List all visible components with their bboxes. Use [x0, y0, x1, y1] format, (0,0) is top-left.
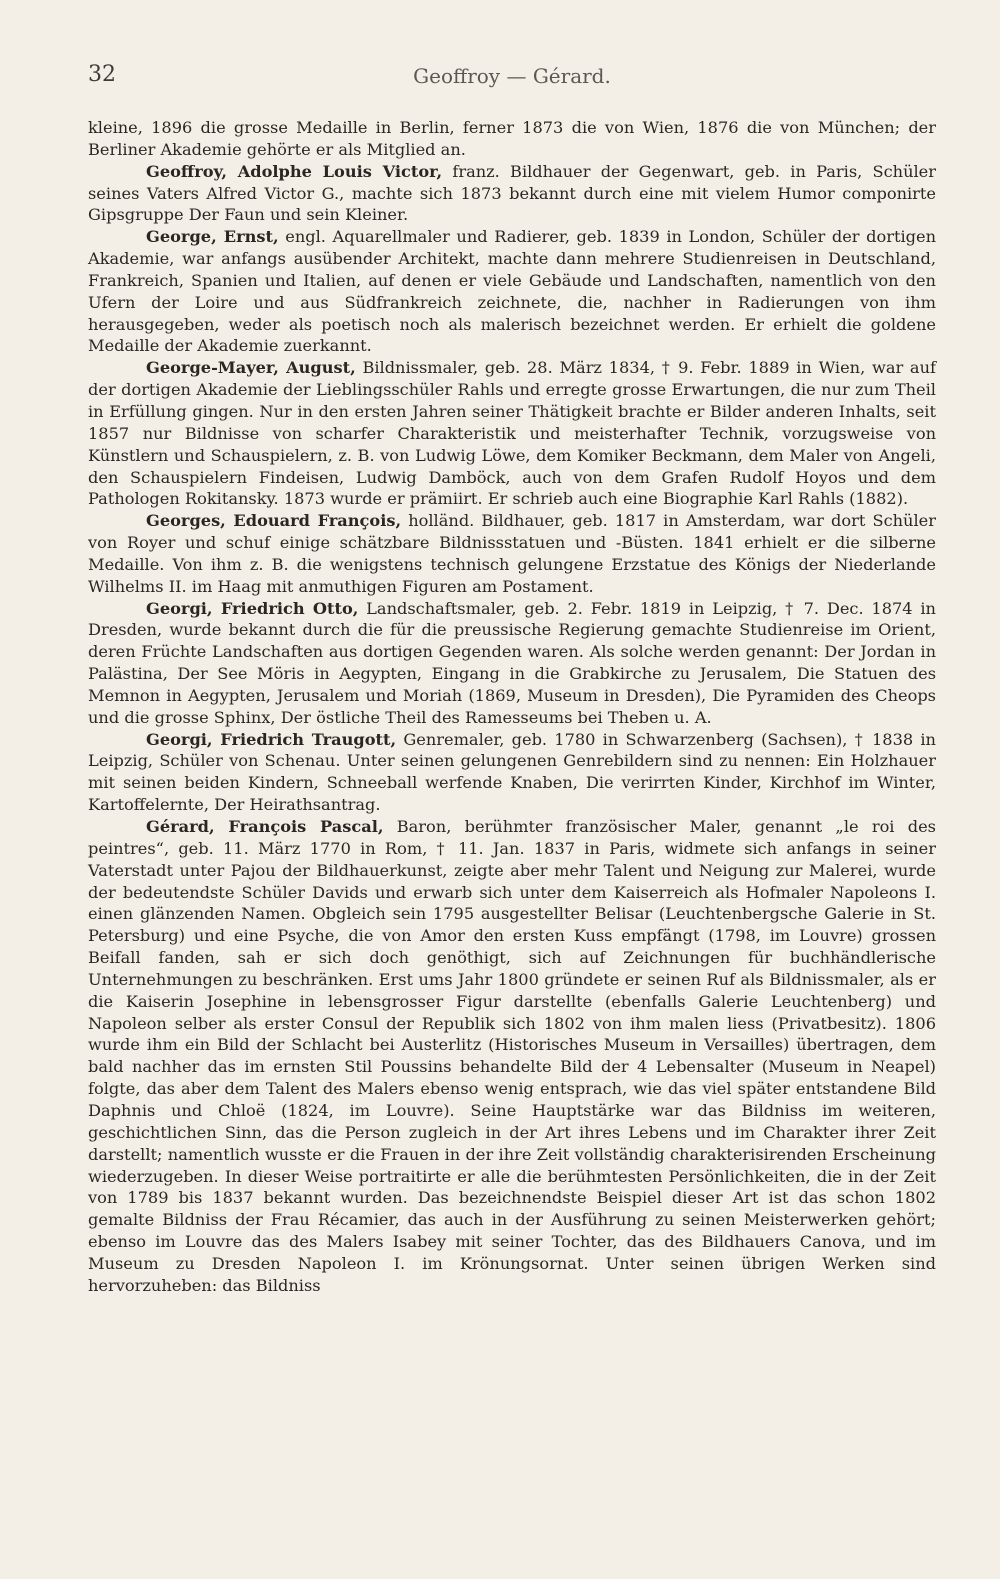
entry-georges — [88, 510, 936, 597]
entry-headword: Gérard, François Pascal, — [146, 817, 384, 836]
entry-text: Bildnissmaler, geb. 28. März 1834, † 9. Febr. 1889 in Wien, war auf der dortigen Akademie der Lieblingsschüler Rahls und erregte grosse Erwartungen, die nur zum Theil in Erfüllung gingen. Nur in den ersten Jahren seiner Thätigkeit brachte er Bilder anderen Inhalts, seit 1857 nur Bildnisse von scharfer Charakteristik und meisterhafter Technik, vorzugsweise von Künstlern und Schauspielern, z. B. von Ludwig Löwe, dem Komiker Beckmann, dem Maler von Angeli, den Schauspielern Findeisen, Ludwig Damböck, auch von dem Grafen Rudolf Hoyos und dem Pathologen Rokitansky. 1873 wurde er prämiirt. Er schrieb auch eine Biographie Karl Rahls (1882). — [88, 358, 936, 509]
page-number: 32 — [88, 62, 116, 87]
entry-headword: George, Ernst, — [146, 227, 279, 247]
entry-george-ernst — [88, 226, 936, 357]
entry-text: holländ. Bildhauer, geb. 1817 in Amsterdam, war dort Schüler von Royer und schuf einige schätzbare Bildnissstatuen und -Büsten. 1841 erhielt er die silberne Medaille. Von ihm z. B. die wenigstens technisch gelungene Erzstatue des Königs der Niederlande Wilhelms II. im Haag mit anmuthigen Figuren am Postament. — [88, 511, 936, 596]
entry-text: franz. Bildhauer der Gegenwart, geb. in Paris, Schüler seines Vaters Alfred Victor G., machte sich 1873 bekannt durch eine mit vielem Humor componirte Gipsgruppe Der Faun und sein Kleiner. — [88, 161, 936, 225]
entry-text: Genremaler, geb. 1780 in Schwarzenberg (Sachsen), † 1838 in Leipzig, Schüler von Schenau. Unter seinen gelungenen Genrebildern sind zu nennen: Ein Holzhauer mit seinen beiden Kindern, Schneeball werfende Knaben, Die verirrten Kinder, Kirchhof im Winter, Kartoffelernte, Der Heirathsantrag. — [88, 729, 936, 815]
continuation-paragraph: kleine, 1896 die grosse Medaille in Berlin, ferner 1873 die von Wien, 1876 die von München; der Berliner Akademie gehörte er als Mitglied an. — [88, 118, 936, 159]
running-head: Geoffroy — Gérard. — [413, 64, 611, 88]
entry-geoffroy — [88, 161, 936, 227]
text-body — [88, 117, 936, 1297]
entry-gerard — [88, 816, 936, 1297]
entry-georgi-traugott — [88, 729, 936, 816]
entry-text: engl. Aquarellmaler und Radierer, geb. 1839 in London, Schüler der dortigen Akademie, war anfangs ausübender Architekt, machte dann mehrere Studienreisen in Deutschland, Frankreich, Spanien und Italien, auf denen er viele Gebäude und Landschaften, namentlich von den Ufern der Loire und aus Südfrankreich zeichnete, die, nachher in Radierungen von ihm herausgegeben, weder als poetisch noch als malerisch bezeichnet werden. Er erhielt die goldene Medaille der Akademie zuerkannt. — [88, 227, 937, 356]
entry-text: Landschaftsmaler, geb. 2. Febr. 1819 in Leipzig, † 7. Dec. 1874 in Dresden, wurde bekannt durch die für die preussische Regierung gemachte Studienreise im Orient, deren Früchte Landschaften aus dortigen Gegenden waren. Als solche werden genannt: Der Jordan in Palästina, Der See Möris in Aegypten, Eingang in die Grabkirche zu Jerusalem, Die Statuen des Memnon in Aegypten, Jerusalem und Moriah (1869, Museum in Dresden), Die Pyramiden des Cheops und die grosse Sphinx, Der östliche Theil des Ramesseums bei Theben u. A. — [88, 598, 936, 727]
entry-headword: Georges, Edouard François, — [146, 511, 402, 531]
entry-headword: Georgi, Friedrich Otto, — [146, 598, 359, 618]
page-header — [88, 62, 936, 92]
entry-text: Baron, berühmter französischer Maler, genannt „le roi des peintres“, geb. 11. März 1770 in Rom, † 11. Jan. 1837 in Paris, widmete sich anfangs in seiner Vaterstadt unter Pajou der Bildhauerkunst, zeigte aber mehr Talent und Neigung zur Malerei, wurde der bedeutendste Schüler Davids und erwarb sich unter dem Kaiserreich als Hofmaler Napoleons I. einen glänzenden Namen. Obgleich sein 1795 ausgestellter Belisar (Leuchtenbergsche Galerie in St. Petersburg) und eine Psyche, die von Amor den ersten Kuss empfängt (1798, im Louvre) grossen Beifall fanden, sah er sich doch genöthigt, sich auf Zeichnungen für buchhändlerische Unternehmungen zu beschränken. Erst ums Jahr 1800 gründete er seinen Ruf als Bildnissmaler, als er die Kaiserin Josephine in lebensgrosser Figur darstellte (ebenfalls Galerie Leuchtenberg) und Napoleon selber als erster Consul der Republik sich 1802 von ihm malen liess (Privatbesitz). 1806 wurde ihm ein Bild der Schlacht bei Austerlitz (Historisches Museum in Versailles) übertragen, dem bald nachher das im ernsten Stil Poussins behandelte Bild der 4 Lebensalter (Museum in Neapel) folgte, das aber dem Talent des Malers ebenso wenig entsprach, wie das viel später entstandene Bild Daphnis und Chloë (1824, im Louvre). Seine Hauptstärke war das Bildniss im weiteren, geschichtlichen Sinn, das die Person zugleich in der Art ihres Lebens und im Charakter ihrer Zeit darstellt; namentlich wusste er die Frauen in der ihre Zeit vollständig charakterisirenden Erscheinung wiederzugeben. In dieser Weise portraitirte er alle die berühmtesten Persönlichkeiten, die in der Zeit von 1789 bis 1837 bekannt wurden. Das bezeichnendste Beispiel dieser Art ist das schon 1802 gemalte Bildniss der Frau Récamier, das auch in der Ausführung zu seinen Meisterwerken gehört; ebenso im Louvre das des Malers Isabey mit seiner Tochter, das des Bildhauers Canova, und im Museum zu Dresden Napoleon I. im Krönungsornat. Unter seinen übrigen Werken sind hervorzuheben: das Bildniss — [88, 817, 936, 1295]
entry-george-mayer — [88, 357, 936, 510]
entry-georgi-otto — [88, 598, 936, 729]
entry-headword: Geoffroy, Adolphe Louis Victor, — [146, 161, 443, 181]
entry-headword: Georgi, Friedrich Traugott, — [146, 729, 397, 749]
entry-headword: George-Mayer, August, — [146, 358, 356, 378]
